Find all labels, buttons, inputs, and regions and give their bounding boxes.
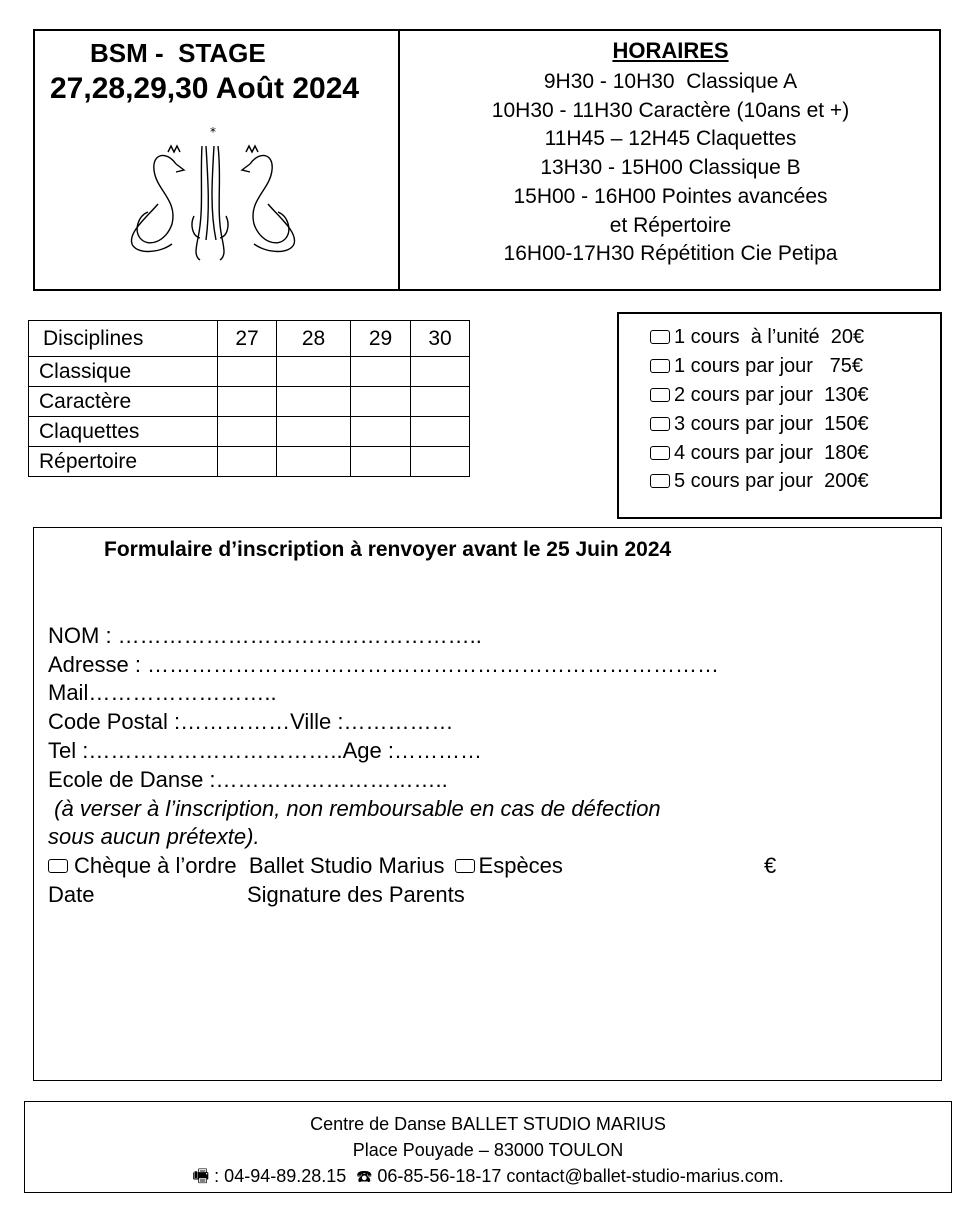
table-cell[interactable]: [277, 417, 351, 447]
code-postal-ville-field[interactable]: Code Postal :……………Ville :……………: [48, 709, 454, 734]
pricing-option[interactable]: [650, 441, 869, 465]
checkbox[interactable]: [650, 446, 670, 460]
column-header: Disciplines: [29, 321, 218, 357]
pricing-label: 1 cours à l’unité 20€: [674, 326, 865, 348]
column-header: 29: [351, 321, 411, 357]
horaire-item: 13H30 - 15H00 Classique B: [540, 156, 801, 180]
signature-label: Signature des Parents: [247, 882, 465, 907]
checkbox[interactable]: [650, 330, 670, 344]
column-header: 28: [277, 321, 351, 357]
payment-method-row: [48, 852, 563, 880]
checkbox[interactable]: [650, 359, 670, 373]
table-cell[interactable]: [411, 357, 470, 387]
pricing-label: 5 cours par jour 200€: [674, 470, 869, 492]
table-cell[interactable]: [411, 447, 470, 477]
pricing-option[interactable]: [650, 383, 869, 407]
disciplines-table: [28, 320, 470, 477]
table-cell[interactable]: [411, 417, 470, 447]
payment-note: (à verser à l’inscription, non remboursable en cas de défection: [48, 796, 661, 821]
pricing-label: 1 cours par jour 75€: [674, 355, 863, 377]
stage-title: BSM - STAGE: [90, 38, 266, 68]
discipline-name: Caractère: [29, 387, 218, 417]
pricing-label: 2 cours par jour 130€: [674, 384, 869, 406]
table-cell[interactable]: [277, 387, 351, 417]
table-row: [29, 357, 470, 387]
stage-dates: 27,28,29,30 Août 2024: [50, 72, 360, 105]
table-cell[interactable]: [218, 357, 277, 387]
pricing-label: 3 cours par jour 150€: [674, 413, 869, 435]
footer-address: Place Pouyade – 83000 TOULON: [352, 1140, 624, 1160]
table-header-row: [29, 321, 470, 357]
footer-contact: 🖷 : 04-94-89.28.15 ☎ 06-85-56-18-17 contact@ballet-studio-marius.com.: [192, 1166, 784, 1186]
pricing-option[interactable]: [650, 412, 869, 436]
especes-label: Espèces: [478, 853, 563, 878]
horaires-list: [400, 68, 941, 269]
table-row: [29, 387, 470, 417]
tel-age-field[interactable]: Tel :……………………………..Age :…………: [48, 738, 482, 763]
column-header: 27: [218, 321, 277, 357]
table-cell[interactable]: [277, 357, 351, 387]
horaires-title: HORAIRES: [612, 38, 729, 63]
table-cell[interactable]: [218, 447, 277, 477]
column-header: 30: [411, 321, 470, 357]
pricing-option[interactable]: [650, 469, 869, 493]
table-cell[interactable]: [351, 357, 411, 387]
discipline-name: Classique: [29, 357, 218, 387]
checkbox[interactable]: [650, 388, 670, 402]
table-cell[interactable]: [277, 447, 351, 477]
horaire-item: 11H45 – 12H45 Claquettes: [544, 127, 797, 151]
table-row: [29, 417, 470, 447]
pricing-option[interactable]: [650, 325, 864, 349]
mail-field[interactable]: Mail……………………..: [48, 680, 277, 705]
ecole-danse-field[interactable]: Ecole de Danse :…………………………..: [48, 767, 448, 792]
especes-checkbox[interactable]: [455, 859, 475, 873]
table-cell[interactable]: [411, 387, 470, 417]
horaire-item: 9H30 - 10H30 Classique A: [543, 70, 798, 93]
pricing-option[interactable]: [650, 354, 863, 378]
table-cell[interactable]: [351, 447, 411, 477]
horaire-item: 15H00 - 16H00 Pointes avancées: [513, 184, 828, 208]
svg-text:*: *: [210, 125, 216, 139]
checkbox[interactable]: [650, 474, 670, 488]
horaire-item: et Répertoire: [609, 213, 732, 237]
table-cell[interactable]: [351, 417, 411, 447]
euro-amount[interactable]: €: [764, 853, 777, 878]
cheque-label: Chèque à l’ordre Ballet Studio Marius: [74, 853, 445, 878]
adresse-field[interactable]: Adresse : ……………………………………………………………………: [48, 652, 720, 677]
checkbox[interactable]: [650, 417, 670, 431]
nom-field[interactable]: NOM : …………………………………………..: [48, 623, 482, 648]
horaire-item: 16H00-17H30 Répétition Cie Petipa: [503, 242, 838, 266]
footer-studio-name: Centre de Danse BALLET STUDIO MARIUS: [310, 1114, 666, 1134]
date-label: Date: [48, 882, 95, 907]
cheque-checkbox[interactable]: [48, 859, 68, 873]
discipline-name: Claquettes: [29, 417, 218, 447]
table-cell[interactable]: [218, 417, 277, 447]
form-title: Formulaire d’inscription à renvoyer avant le 25 Juin 2024: [104, 538, 672, 561]
table-cell[interactable]: [351, 387, 411, 417]
table-row: [29, 447, 470, 477]
table-cell[interactable]: [218, 387, 277, 417]
horaire-item: 10H30 - 11H30 Caractère (10ans et +): [491, 98, 850, 122]
swans-ballet-logo: [118, 120, 308, 280]
payment-note-continued: sous aucun prétexte).: [48, 824, 260, 849]
discipline-name: Répertoire: [29, 447, 218, 477]
pricing-label: 4 cours par jour 180€: [674, 442, 869, 464]
